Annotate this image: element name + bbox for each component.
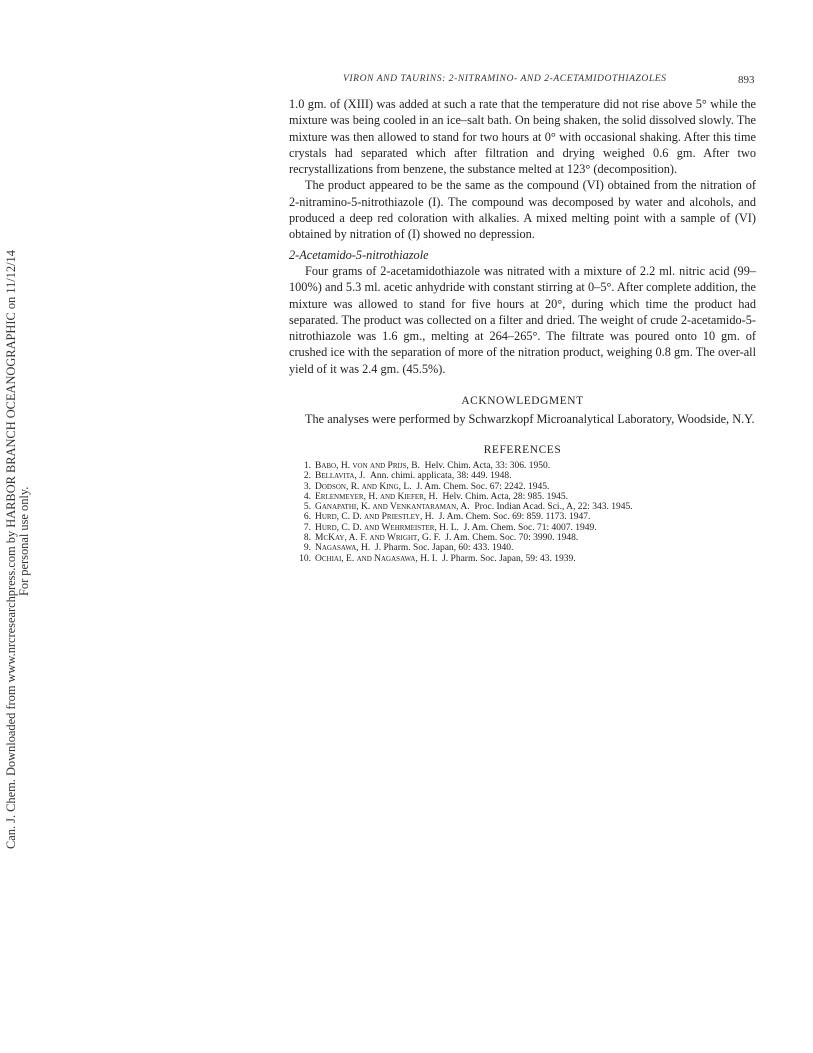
reference-item: 4. Erlenmeyer, H. and Kiefer, H. Helv. Chim. Acta, 28: 985. 1945. xyxy=(303,491,569,502)
paragraph: 1.0 gm. of (XIII) was added at such a rate that the temperature did not rise above 5° while the mixture was being cooled in an ice–salt bath. On being shaken, the solid dissolved slowly. The mixture was then allowed to stand for two hours at 0° with occasional shaking. After this time crystals had separated which after filtration and drying weighed 0.6 gm. After two recrystallizations from benzene, the substance melted at 123° (decomposition). xyxy=(289,97,756,177)
reference-item: 8. McKay, A. F. and Wright, G. F. J. Am. Chem. Soc. 70: 3990. 1948. xyxy=(303,533,579,544)
page-number: 893 xyxy=(738,74,755,86)
reference-list xyxy=(289,461,756,564)
acknowledgment-heading: ACKNOWLEDGMENT xyxy=(461,395,584,408)
acknowledgment-text: The analyses were performed by Schwarzkopf Microanalytical Laboratory, Woodside, N.Y. xyxy=(305,412,755,427)
download-notice-line: Can. J. Chem. Downloaded from www.nrcresearchpress.com by HARBOR BRANCH OCEANOGRAPHIC on 11/12/14 xyxy=(4,250,18,849)
references-heading: REFERENCES xyxy=(483,443,562,456)
reference-item: 9. Nagasawa, H. J. Pharm. Soc. Japan, 60: 433. 1940. xyxy=(303,543,514,554)
personal-use-notice: For personal use only. xyxy=(17,486,31,596)
reference-item: 1. Babo, H. von and Prijs, B. Helv. Chim. Acta, 33: 306. 1950. xyxy=(303,460,551,471)
article-body xyxy=(289,96,756,564)
running-header: VIRON AND TAURINS: 2-NITRAMINO- AND 2-ACETAMIDOTHIAZOLES xyxy=(343,73,667,84)
reference-item: 3. Dodson, R. and King, L. J. Am. Chem. Soc. 67: 2242. 1945. xyxy=(303,481,550,492)
reference-item: 5. Ganapathi, K. and Venkantaraman, A. Proc. Indian Acad. Sci., A, 22: 343. 1945. xyxy=(303,502,633,513)
section-subheading: 2-Acetamido-5-nitrothiazole xyxy=(289,247,429,262)
reference-item: 10. Ochiai, E. and Nagasawa, H. I. J. Pharm. Soc. Japan, 59: 43. 1939. xyxy=(299,553,576,564)
reference-item: 6. Hurd, C. D. and Priestley, H. J. Am. Chem. Soc. 69: 859. 1173. 1947. xyxy=(303,512,591,523)
paragraph: The product appeared to be the same as the compound (VI) obtained from the nitration of 2-nitramino-5-nitrothiazole (I). The compound was decomposed by water and alcohols, and produced a deep red coloration with alkalies. A mixed melting point with a sample of (VI) obtained by nitration of (I) showed no depression. xyxy=(289,178,756,242)
paragraph: Four grams of 2-acetamidothiazole was nitrated with a mixture of 2.2 ml. nitric acid (99–100%) and 5.3 ml. acetic anhydride with constant stirring at 0–5°. After complete addition, the mixture was allowed to stand for five hours at 20°, during which time the product had separated. The product was collected on a filter and dried. The weight of crude 2-acetamido-5-nitrothiazole was 1.6 gm., melting at 264–265°. The filtrate was poured onto 10 gm. of crushed ice with the separation of more of the nitration product, weighing 0.8 gm. The over-all yield of it was 2.4 gm. (45.5%). xyxy=(289,263,756,376)
reference-item: 7. Hurd, C. D. and Wehrmeister, H. L. J. Am. Chem. Soc. 71: 4007. 1949. xyxy=(303,522,597,533)
reference-item: 2. Bellavita, J. Ann. chimi. applicata, 38: 449. 1948. xyxy=(303,471,512,482)
